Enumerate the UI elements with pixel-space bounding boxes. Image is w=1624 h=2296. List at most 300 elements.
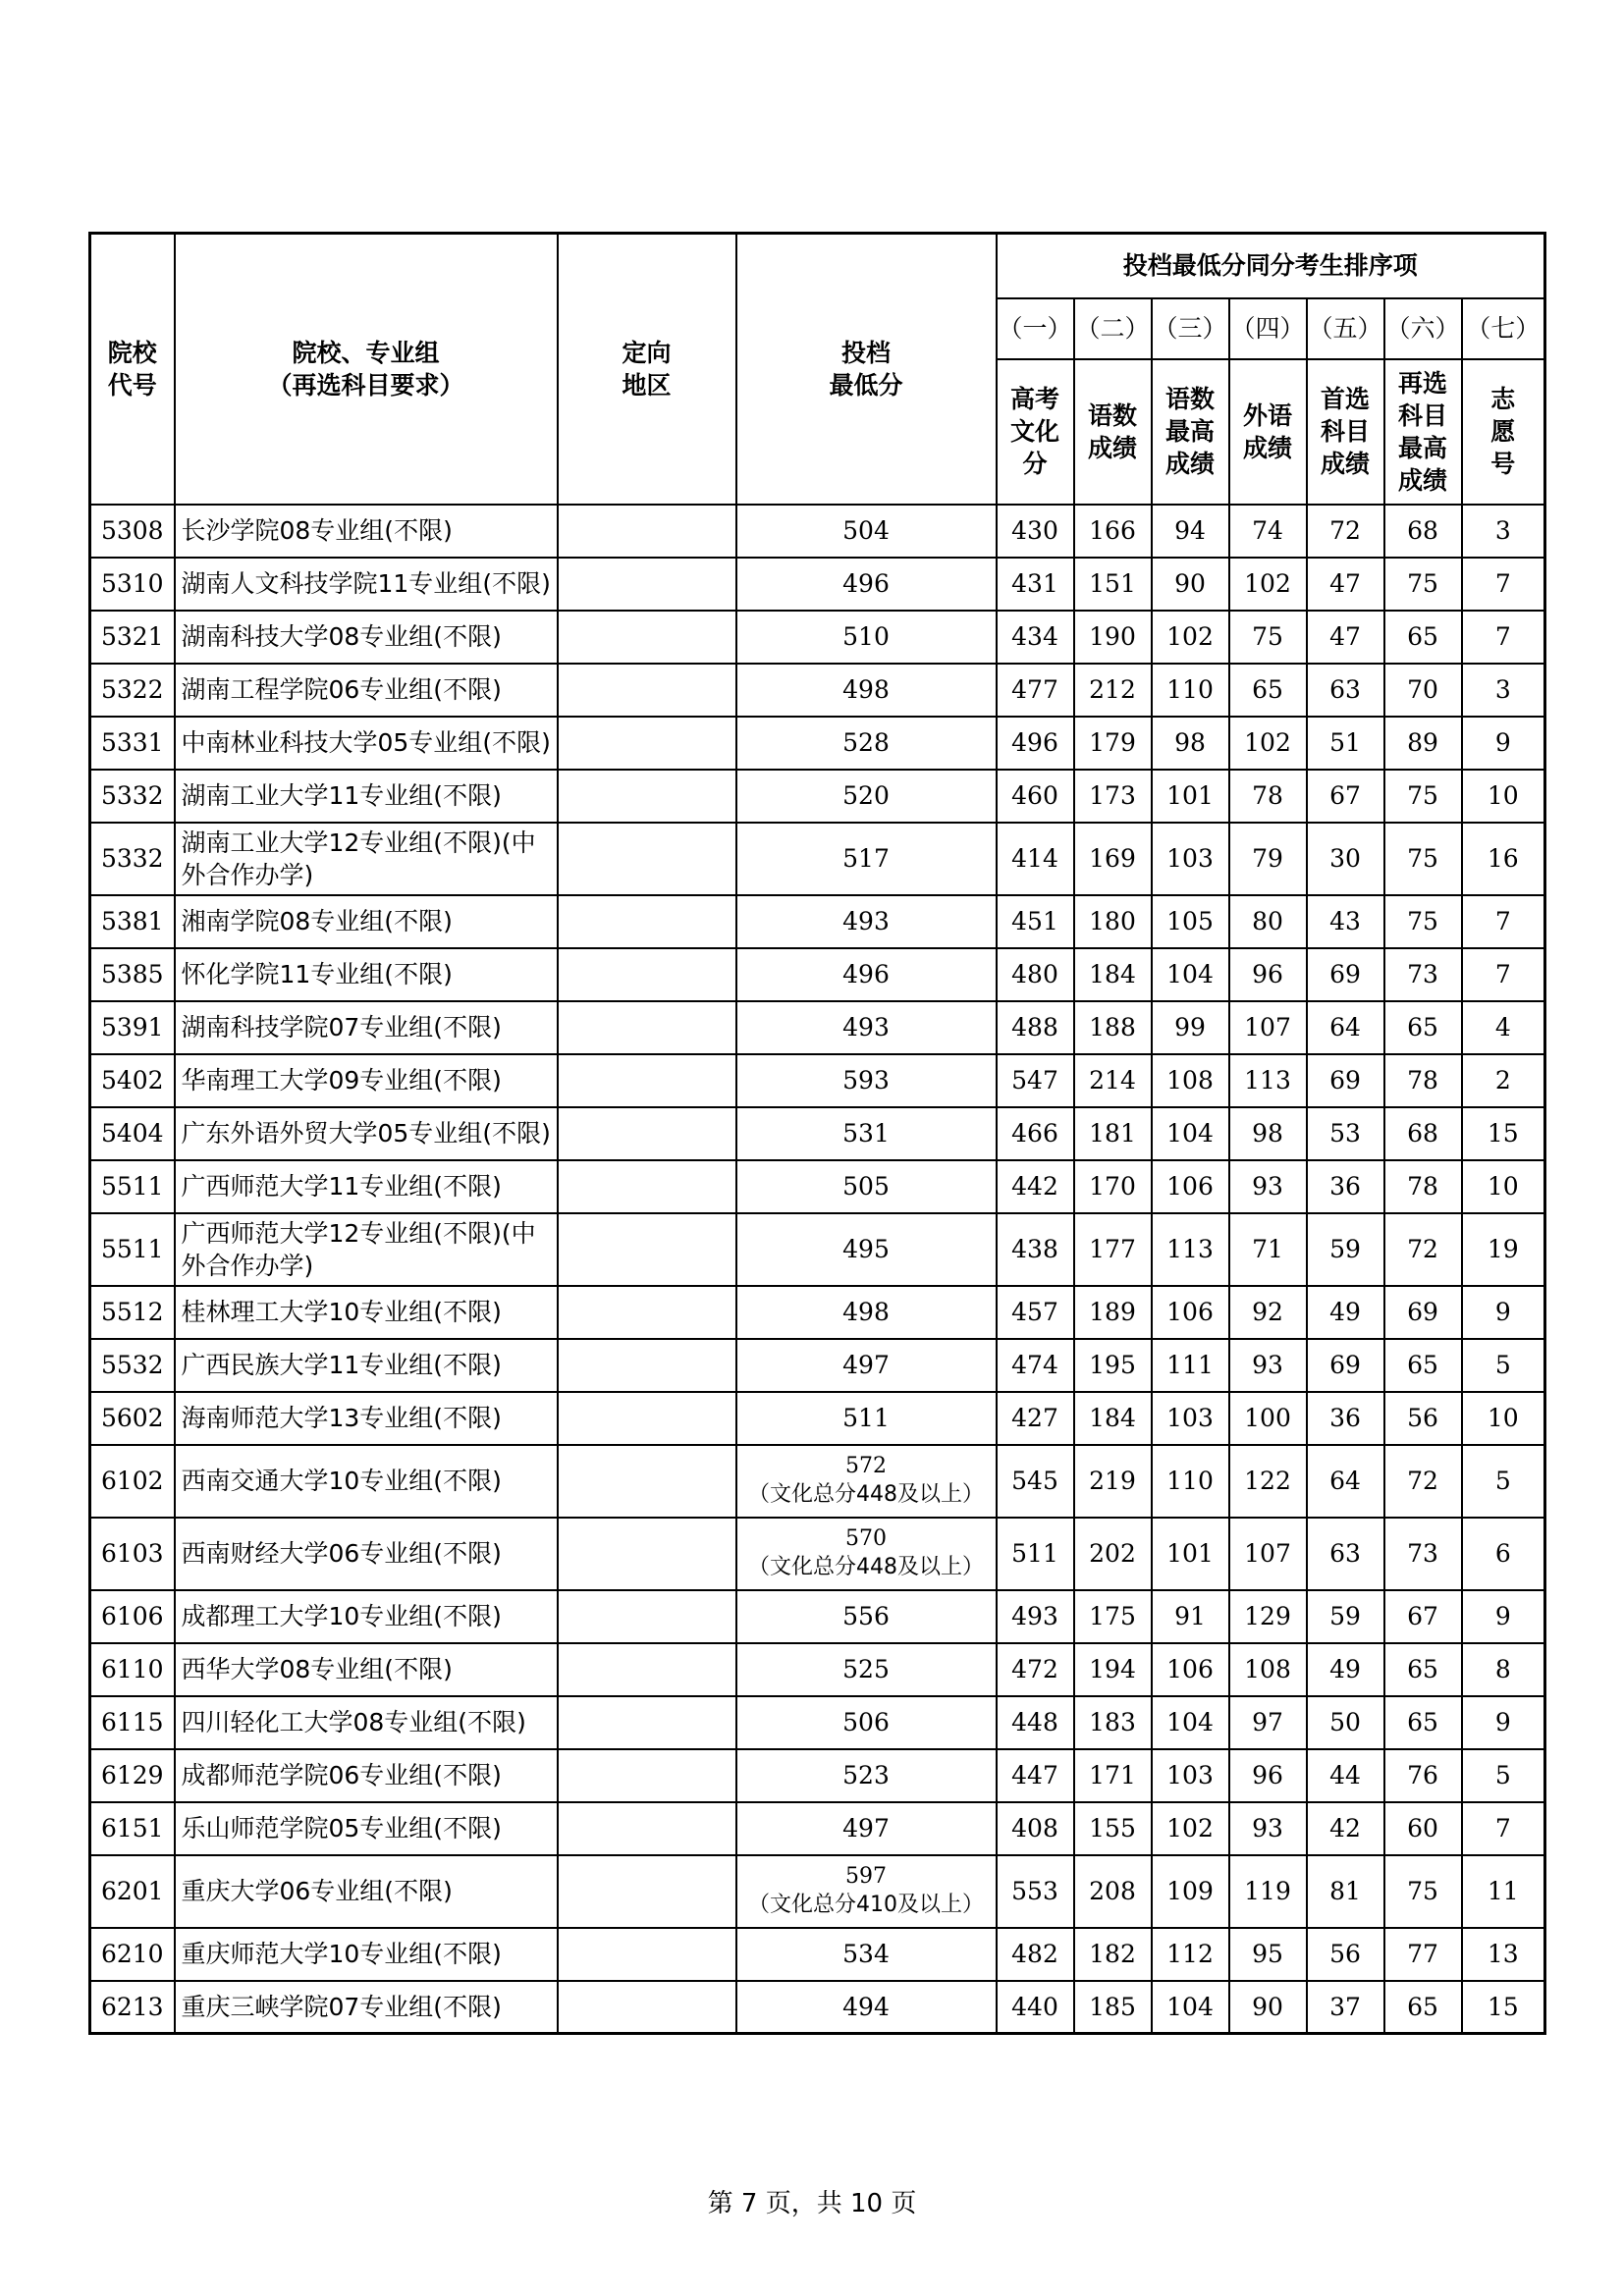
school-code: 5512 bbox=[90, 1286, 175, 1339]
school-major-group: 长沙学院08专业组(不限) bbox=[175, 505, 558, 558]
sort-value-5: 72 bbox=[1307, 505, 1384, 558]
sort-value-1: 493 bbox=[997, 1590, 1074, 1643]
header-rank-4: （四） bbox=[1229, 298, 1307, 359]
school-major-group: 桂林理工大学10专业组(不限) bbox=[175, 1286, 558, 1339]
sort-value-4: 122 bbox=[1229, 1445, 1307, 1518]
min-score-value: 597 bbox=[845, 1863, 887, 1889]
sort-value-6: 89 bbox=[1384, 717, 1462, 770]
sort-value-3: 103 bbox=[1152, 1749, 1229, 1802]
sort-value-2: 170 bbox=[1074, 1160, 1152, 1213]
sort-value-5: 69 bbox=[1307, 1339, 1384, 1392]
sort-value-3: 111 bbox=[1152, 1339, 1229, 1392]
sort-value-2: 184 bbox=[1074, 1392, 1152, 1445]
min-score: 496 bbox=[736, 558, 997, 611]
min-score: 534 bbox=[736, 1928, 997, 1981]
sort-value-7: 16 bbox=[1462, 823, 1545, 895]
school-code: 5310 bbox=[90, 558, 175, 611]
sort-value-6: 70 bbox=[1384, 664, 1462, 717]
sort-value-3: 104 bbox=[1152, 1981, 1229, 2034]
sort-value-4: 98 bbox=[1229, 1107, 1307, 1160]
sort-value-4: 93 bbox=[1229, 1160, 1307, 1213]
sort-value-1: 466 bbox=[997, 1107, 1074, 1160]
sort-value-7: 7 bbox=[1462, 558, 1545, 611]
sort-value-6: 75 bbox=[1384, 558, 1462, 611]
school-major-group: 湘南学院08专业组(不限) bbox=[175, 895, 558, 948]
sort-value-7: 5 bbox=[1462, 1339, 1545, 1392]
sort-value-5: 51 bbox=[1307, 717, 1384, 770]
min-score: 520 bbox=[736, 770, 997, 823]
header-sort-item-1: 高考 文化 分 bbox=[997, 359, 1074, 505]
sort-value-6: 65 bbox=[1384, 1339, 1462, 1392]
sort-value-6: 65 bbox=[1384, 1643, 1462, 1696]
school-major-group: 重庆大学06专业组(不限) bbox=[175, 1855, 558, 1928]
sort-value-2: 184 bbox=[1074, 948, 1152, 1001]
sort-value-7: 9 bbox=[1462, 1696, 1545, 1749]
header-sort-item-5: 首选 科目 成绩 bbox=[1307, 359, 1384, 505]
sort-value-4: 71 bbox=[1229, 1213, 1307, 1286]
school-major-group: 怀化学院11专业组(不限) bbox=[175, 948, 558, 1001]
sort-value-3: 112 bbox=[1152, 1928, 1229, 1981]
sort-value-2: 177 bbox=[1074, 1213, 1152, 1286]
header-rank-1: （一） bbox=[997, 298, 1074, 359]
sort-value-3: 98 bbox=[1152, 717, 1229, 770]
school-major-group: 西南财经大学06专业组(不限) bbox=[175, 1518, 558, 1590]
sort-value-4: 113 bbox=[1229, 1054, 1307, 1107]
directed-region bbox=[558, 1981, 736, 2034]
sort-value-3: 90 bbox=[1152, 558, 1229, 611]
sort-value-1: 547 bbox=[997, 1054, 1074, 1107]
sort-value-3: 101 bbox=[1152, 1518, 1229, 1590]
sort-value-4: 79 bbox=[1229, 823, 1307, 895]
sort-value-3: 101 bbox=[1152, 770, 1229, 823]
school-code: 5385 bbox=[90, 948, 175, 1001]
sort-value-1: 427 bbox=[997, 1392, 1074, 1445]
sort-value-5: 59 bbox=[1307, 1590, 1384, 1643]
sort-value-6: 75 bbox=[1384, 823, 1462, 895]
table-row bbox=[90, 823, 1545, 895]
sort-value-4: 107 bbox=[1229, 1518, 1307, 1590]
sort-value-1: 482 bbox=[997, 1928, 1074, 1981]
sort-value-6: 73 bbox=[1384, 948, 1462, 1001]
table-row bbox=[90, 948, 1545, 1001]
directed-region bbox=[558, 823, 736, 895]
directed-region bbox=[558, 1107, 736, 1160]
table-row bbox=[90, 664, 1545, 717]
min-score bbox=[736, 1518, 997, 1590]
table-row bbox=[90, 1518, 1545, 1590]
sort-value-4: 108 bbox=[1229, 1643, 1307, 1696]
sort-value-5: 63 bbox=[1307, 664, 1384, 717]
sort-value-3: 109 bbox=[1152, 1855, 1229, 1928]
school-code: 5511 bbox=[90, 1213, 175, 1286]
sort-value-6: 65 bbox=[1384, 1001, 1462, 1054]
school-code: 5602 bbox=[90, 1392, 175, 1445]
sort-value-3: 106 bbox=[1152, 1643, 1229, 1696]
school-code: 5381 bbox=[90, 895, 175, 948]
sort-value-6: 75 bbox=[1384, 770, 1462, 823]
sort-value-6: 73 bbox=[1384, 1518, 1462, 1590]
directed-region bbox=[558, 558, 736, 611]
sort-value-2: 182 bbox=[1074, 1928, 1152, 1981]
sort-value-2: 183 bbox=[1074, 1696, 1152, 1749]
directed-region bbox=[558, 1696, 736, 1749]
sort-value-3: 102 bbox=[1152, 1802, 1229, 1855]
sort-value-1: 448 bbox=[997, 1696, 1074, 1749]
header-sort-item-6: 再选 科目 最高 成绩 bbox=[1384, 359, 1462, 505]
sort-value-4: 129 bbox=[1229, 1590, 1307, 1643]
page-footer: 第 7 页，共 10 页 bbox=[707, 2189, 917, 2218]
sort-value-3: 99 bbox=[1152, 1001, 1229, 1054]
sort-value-4: 96 bbox=[1229, 1749, 1307, 1802]
school-code: 5322 bbox=[90, 664, 175, 717]
school-code: 5391 bbox=[90, 1001, 175, 1054]
sort-value-4: 100 bbox=[1229, 1392, 1307, 1445]
school-code: 6210 bbox=[90, 1928, 175, 1981]
min-score: 517 bbox=[736, 823, 997, 895]
min-score: 511 bbox=[736, 1392, 997, 1445]
min-score: 506 bbox=[736, 1696, 997, 1749]
sort-value-1: 438 bbox=[997, 1213, 1074, 1286]
school-code: 6213 bbox=[90, 1981, 175, 2034]
sort-value-5: 69 bbox=[1307, 948, 1384, 1001]
sort-value-2: 151 bbox=[1074, 558, 1152, 611]
table-row bbox=[90, 1339, 1545, 1392]
school-major-group: 湖南工程学院06专业组(不限) bbox=[175, 664, 558, 717]
school-code: 5332 bbox=[90, 770, 175, 823]
sort-value-2: 194 bbox=[1074, 1643, 1152, 1696]
sort-value-2: 155 bbox=[1074, 1802, 1152, 1855]
min-score: 593 bbox=[736, 1054, 997, 1107]
table-row bbox=[90, 611, 1545, 664]
school-code: 6129 bbox=[90, 1749, 175, 1802]
table-row bbox=[90, 1001, 1545, 1054]
sort-value-6: 75 bbox=[1384, 1855, 1462, 1928]
min-score: 498 bbox=[736, 664, 997, 717]
table-row bbox=[90, 1160, 1545, 1213]
school-code: 5402 bbox=[90, 1054, 175, 1107]
sort-value-1: 457 bbox=[997, 1286, 1074, 1339]
directed-region bbox=[558, 895, 736, 948]
sort-value-4: 78 bbox=[1229, 770, 1307, 823]
school-major-group: 广西民族大学11专业组(不限) bbox=[175, 1339, 558, 1392]
sort-value-1: 474 bbox=[997, 1339, 1074, 1392]
sort-value-6: 68 bbox=[1384, 505, 1462, 558]
min-score: 496 bbox=[736, 948, 997, 1001]
directed-region bbox=[558, 1590, 736, 1643]
sort-value-3: 106 bbox=[1152, 1286, 1229, 1339]
table-row bbox=[90, 1286, 1545, 1339]
sort-value-4: 90 bbox=[1229, 1981, 1307, 2034]
sort-value-5: 63 bbox=[1307, 1518, 1384, 1590]
sort-value-4: 92 bbox=[1229, 1286, 1307, 1339]
sort-value-6: 78 bbox=[1384, 1054, 1462, 1107]
sort-value-3: 105 bbox=[1152, 895, 1229, 948]
school-major-group: 四川轻化工大学08专业组(不限) bbox=[175, 1696, 558, 1749]
sort-value-7: 7 bbox=[1462, 1802, 1545, 1855]
directed-region bbox=[558, 1802, 736, 1855]
sort-value-6: 75 bbox=[1384, 895, 1462, 948]
sort-value-7: 2 bbox=[1462, 1054, 1545, 1107]
directed-region bbox=[558, 1855, 736, 1928]
sort-value-3: 104 bbox=[1152, 948, 1229, 1001]
school-code: 5308 bbox=[90, 505, 175, 558]
school-code: 6151 bbox=[90, 1802, 175, 1855]
school-code: 5321 bbox=[90, 611, 175, 664]
sort-value-2: 195 bbox=[1074, 1339, 1152, 1392]
min-score-note: （文化总分448及以上） bbox=[748, 1481, 984, 1507]
sort-value-7: 7 bbox=[1462, 895, 1545, 948]
min-score-value: 572 bbox=[845, 1453, 887, 1478]
sort-value-2: 166 bbox=[1074, 505, 1152, 558]
min-score: 493 bbox=[736, 895, 997, 948]
sort-value-3: 108 bbox=[1152, 1054, 1229, 1107]
sort-value-3: 102 bbox=[1152, 611, 1229, 664]
sort-value-1: 447 bbox=[997, 1749, 1074, 1802]
table-row bbox=[90, 1392, 1545, 1445]
sort-value-2: 179 bbox=[1074, 717, 1152, 770]
sort-value-2: 219 bbox=[1074, 1445, 1152, 1518]
sort-value-2: 202 bbox=[1074, 1518, 1152, 1590]
sort-value-3: 104 bbox=[1152, 1107, 1229, 1160]
sort-value-6: 77 bbox=[1384, 1928, 1462, 1981]
table-row bbox=[90, 1802, 1545, 1855]
sort-value-1: 553 bbox=[997, 1855, 1074, 1928]
sort-value-4: 107 bbox=[1229, 1001, 1307, 1054]
sort-value-5: 81 bbox=[1307, 1855, 1384, 1928]
directed-region bbox=[558, 1392, 736, 1445]
sort-value-7: 4 bbox=[1462, 1001, 1545, 1054]
sort-value-7: 15 bbox=[1462, 1107, 1545, 1160]
school-major-group: 湖南科技大学08专业组(不限) bbox=[175, 611, 558, 664]
table-row bbox=[90, 1445, 1545, 1518]
school-code: 6103 bbox=[90, 1518, 175, 1590]
header-rank-2: （二） bbox=[1074, 298, 1152, 359]
sort-value-5: 30 bbox=[1307, 823, 1384, 895]
min-score: 523 bbox=[736, 1749, 997, 1802]
school-major-group: 西华大学08专业组(不限) bbox=[175, 1643, 558, 1696]
min-score: 556 bbox=[736, 1590, 997, 1643]
min-score-note: （文化总分410及以上） bbox=[748, 1892, 984, 1917]
min-score: 525 bbox=[736, 1643, 997, 1696]
min-score-note: （文化总分448及以上） bbox=[748, 1554, 984, 1579]
table-row bbox=[90, 1643, 1545, 1696]
header-sort-item-3: 语数 最高 成绩 bbox=[1152, 359, 1229, 505]
sort-value-2: 171 bbox=[1074, 1749, 1152, 1802]
sort-value-6: 76 bbox=[1384, 1749, 1462, 1802]
sort-value-7: 19 bbox=[1462, 1213, 1545, 1286]
sort-value-7: 5 bbox=[1462, 1445, 1545, 1518]
school-major-group: 广西师范大学11专业组(不限) bbox=[175, 1160, 558, 1213]
sort-value-3: 110 bbox=[1152, 1445, 1229, 1518]
sort-value-7: 7 bbox=[1462, 948, 1545, 1001]
table-row bbox=[90, 1749, 1545, 1802]
directed-region bbox=[558, 1213, 736, 1286]
sort-value-5: 59 bbox=[1307, 1213, 1384, 1286]
sort-value-1: 414 bbox=[997, 823, 1074, 895]
min-score bbox=[736, 1445, 997, 1518]
sort-value-5: 50 bbox=[1307, 1696, 1384, 1749]
sort-value-1: 511 bbox=[997, 1518, 1074, 1590]
sort-value-5: 69 bbox=[1307, 1054, 1384, 1107]
sort-value-1: 431 bbox=[997, 558, 1074, 611]
sort-value-2: 188 bbox=[1074, 1001, 1152, 1054]
sort-value-4: 102 bbox=[1229, 558, 1307, 611]
table-row bbox=[90, 1981, 1545, 2034]
sort-value-7: 6 bbox=[1462, 1518, 1545, 1590]
directed-region bbox=[558, 505, 736, 558]
sort-value-1: 434 bbox=[997, 611, 1074, 664]
sort-value-5: 49 bbox=[1307, 1286, 1384, 1339]
sort-value-6: 72 bbox=[1384, 1213, 1462, 1286]
min-score: 493 bbox=[736, 1001, 997, 1054]
admission-score-table bbox=[88, 232, 1546, 2035]
header-name: 院校、专业组 （再选科目要求） bbox=[175, 234, 558, 505]
sort-value-5: 43 bbox=[1307, 895, 1384, 948]
header-code: 院校 代号 bbox=[90, 234, 175, 505]
min-score: 497 bbox=[736, 1339, 997, 1392]
sort-value-6: 56 bbox=[1384, 1392, 1462, 1445]
min-score: 504 bbox=[736, 505, 997, 558]
sort-value-2: 173 bbox=[1074, 770, 1152, 823]
header-sort-item-7: 志 愿 号 bbox=[1462, 359, 1545, 505]
school-code: 6201 bbox=[90, 1855, 175, 1928]
sort-value-1: 545 bbox=[997, 1445, 1074, 1518]
sort-value-1: 480 bbox=[997, 948, 1074, 1001]
sort-value-5: 53 bbox=[1307, 1107, 1384, 1160]
sort-value-5: 64 bbox=[1307, 1001, 1384, 1054]
sort-value-4: 75 bbox=[1229, 611, 1307, 664]
sort-value-4: 102 bbox=[1229, 717, 1307, 770]
directed-region bbox=[558, 1928, 736, 1981]
min-score: 531 bbox=[736, 1107, 997, 1160]
sort-value-1: 442 bbox=[997, 1160, 1074, 1213]
directed-region bbox=[558, 611, 736, 664]
table-row bbox=[90, 1107, 1545, 1160]
header-rank-5: （五） bbox=[1307, 298, 1384, 359]
min-score: 510 bbox=[736, 611, 997, 664]
sort-value-6: 65 bbox=[1384, 1981, 1462, 2034]
header-sort-item-2: 语数 成绩 bbox=[1074, 359, 1152, 505]
directed-region bbox=[558, 1445, 736, 1518]
sort-value-5: 44 bbox=[1307, 1749, 1384, 1802]
sort-value-3: 94 bbox=[1152, 505, 1229, 558]
school-code: 5532 bbox=[90, 1339, 175, 1392]
sort-value-2: 189 bbox=[1074, 1286, 1152, 1339]
sort-value-6: 68 bbox=[1384, 1107, 1462, 1160]
directed-region bbox=[558, 1749, 736, 1802]
sort-value-2: 185 bbox=[1074, 1981, 1152, 2034]
school-code: 5511 bbox=[90, 1160, 175, 1213]
directed-region bbox=[558, 1160, 736, 1213]
table-row bbox=[90, 1213, 1545, 1286]
school-major-group: 成都理工大学10专业组(不限) bbox=[175, 1590, 558, 1643]
sort-value-7: 11 bbox=[1462, 1855, 1545, 1928]
sort-value-5: 47 bbox=[1307, 611, 1384, 664]
header-rank-6: （六） bbox=[1384, 298, 1462, 359]
sort-value-5: 67 bbox=[1307, 770, 1384, 823]
sort-value-7: 10 bbox=[1462, 1160, 1545, 1213]
table-row bbox=[90, 717, 1545, 770]
sort-value-5: 47 bbox=[1307, 558, 1384, 611]
school-major-group: 湖南人文科技学院11专业组(不限) bbox=[175, 558, 558, 611]
school-major-group: 重庆师范大学10专业组(不限) bbox=[175, 1928, 558, 1981]
sort-value-3: 103 bbox=[1152, 823, 1229, 895]
sort-value-5: 56 bbox=[1307, 1928, 1384, 1981]
table-row bbox=[90, 1054, 1545, 1107]
sort-value-7: 9 bbox=[1462, 717, 1545, 770]
sort-value-7: 13 bbox=[1462, 1928, 1545, 1981]
table-row bbox=[90, 558, 1545, 611]
min-score: 495 bbox=[736, 1213, 997, 1286]
min-score: 498 bbox=[736, 1286, 997, 1339]
sort-value-6: 65 bbox=[1384, 1696, 1462, 1749]
sort-value-6: 67 bbox=[1384, 1590, 1462, 1643]
sort-value-7: 5 bbox=[1462, 1749, 1545, 1802]
min-score-value: 570 bbox=[845, 1525, 887, 1551]
sort-value-1: 408 bbox=[997, 1802, 1074, 1855]
sort-value-1: 477 bbox=[997, 664, 1074, 717]
sort-value-5: 36 bbox=[1307, 1392, 1384, 1445]
school-code: 6115 bbox=[90, 1696, 175, 1749]
sort-value-5: 64 bbox=[1307, 1445, 1384, 1518]
sort-value-5: 49 bbox=[1307, 1643, 1384, 1696]
sort-value-2: 181 bbox=[1074, 1107, 1152, 1160]
school-code: 5331 bbox=[90, 717, 175, 770]
school-major-group: 乐山师范学院05专业组(不限) bbox=[175, 1802, 558, 1855]
table-row bbox=[90, 1696, 1545, 1749]
sort-value-1: 440 bbox=[997, 1981, 1074, 2034]
sort-value-3: 106 bbox=[1152, 1160, 1229, 1213]
school-major-group: 湖南科技学院07专业组(不限) bbox=[175, 1001, 558, 1054]
header-min-score: 投档 最低分 bbox=[736, 234, 997, 505]
school-major-group: 中南林业科技大学05专业组(不限) bbox=[175, 717, 558, 770]
sort-value-6: 72 bbox=[1384, 1445, 1462, 1518]
min-score: 494 bbox=[736, 1981, 997, 2034]
directed-region bbox=[558, 770, 736, 823]
school-major-group: 湖南工业大学11专业组(不限) bbox=[175, 770, 558, 823]
sort-value-2: 190 bbox=[1074, 611, 1152, 664]
sort-value-1: 430 bbox=[997, 505, 1074, 558]
sort-value-7: 7 bbox=[1462, 611, 1545, 664]
school-code: 5404 bbox=[90, 1107, 175, 1160]
directed-region bbox=[558, 1001, 736, 1054]
sort-value-2: 180 bbox=[1074, 895, 1152, 948]
sort-value-2: 212 bbox=[1074, 664, 1152, 717]
sort-value-5: 42 bbox=[1307, 1802, 1384, 1855]
sort-value-2: 169 bbox=[1074, 823, 1152, 895]
sort-value-2: 214 bbox=[1074, 1054, 1152, 1107]
sort-value-1: 496 bbox=[997, 717, 1074, 770]
sort-value-4: 95 bbox=[1229, 1928, 1307, 1981]
sort-value-6: 69 bbox=[1384, 1286, 1462, 1339]
sort-value-5: 36 bbox=[1307, 1160, 1384, 1213]
sort-value-3: 104 bbox=[1152, 1696, 1229, 1749]
directed-region bbox=[558, 1339, 736, 1392]
table-row bbox=[90, 1590, 1545, 1643]
sort-value-7: 9 bbox=[1462, 1286, 1545, 1339]
sort-value-1: 488 bbox=[997, 1001, 1074, 1054]
sort-value-7: 8 bbox=[1462, 1643, 1545, 1696]
school-major-group: 湖南工业大学12专业组(不限)(中外合作办学) bbox=[175, 823, 558, 895]
table-row bbox=[90, 1928, 1545, 1981]
sort-value-6: 78 bbox=[1384, 1160, 1462, 1213]
sort-value-4: 93 bbox=[1229, 1339, 1307, 1392]
min-score bbox=[736, 1855, 997, 1928]
school-major-group: 广西师范大学12专业组(不限)(中外合作办学) bbox=[175, 1213, 558, 1286]
sort-value-4: 65 bbox=[1229, 664, 1307, 717]
table-row bbox=[90, 1855, 1545, 1928]
sort-value-4: 97 bbox=[1229, 1696, 1307, 1749]
